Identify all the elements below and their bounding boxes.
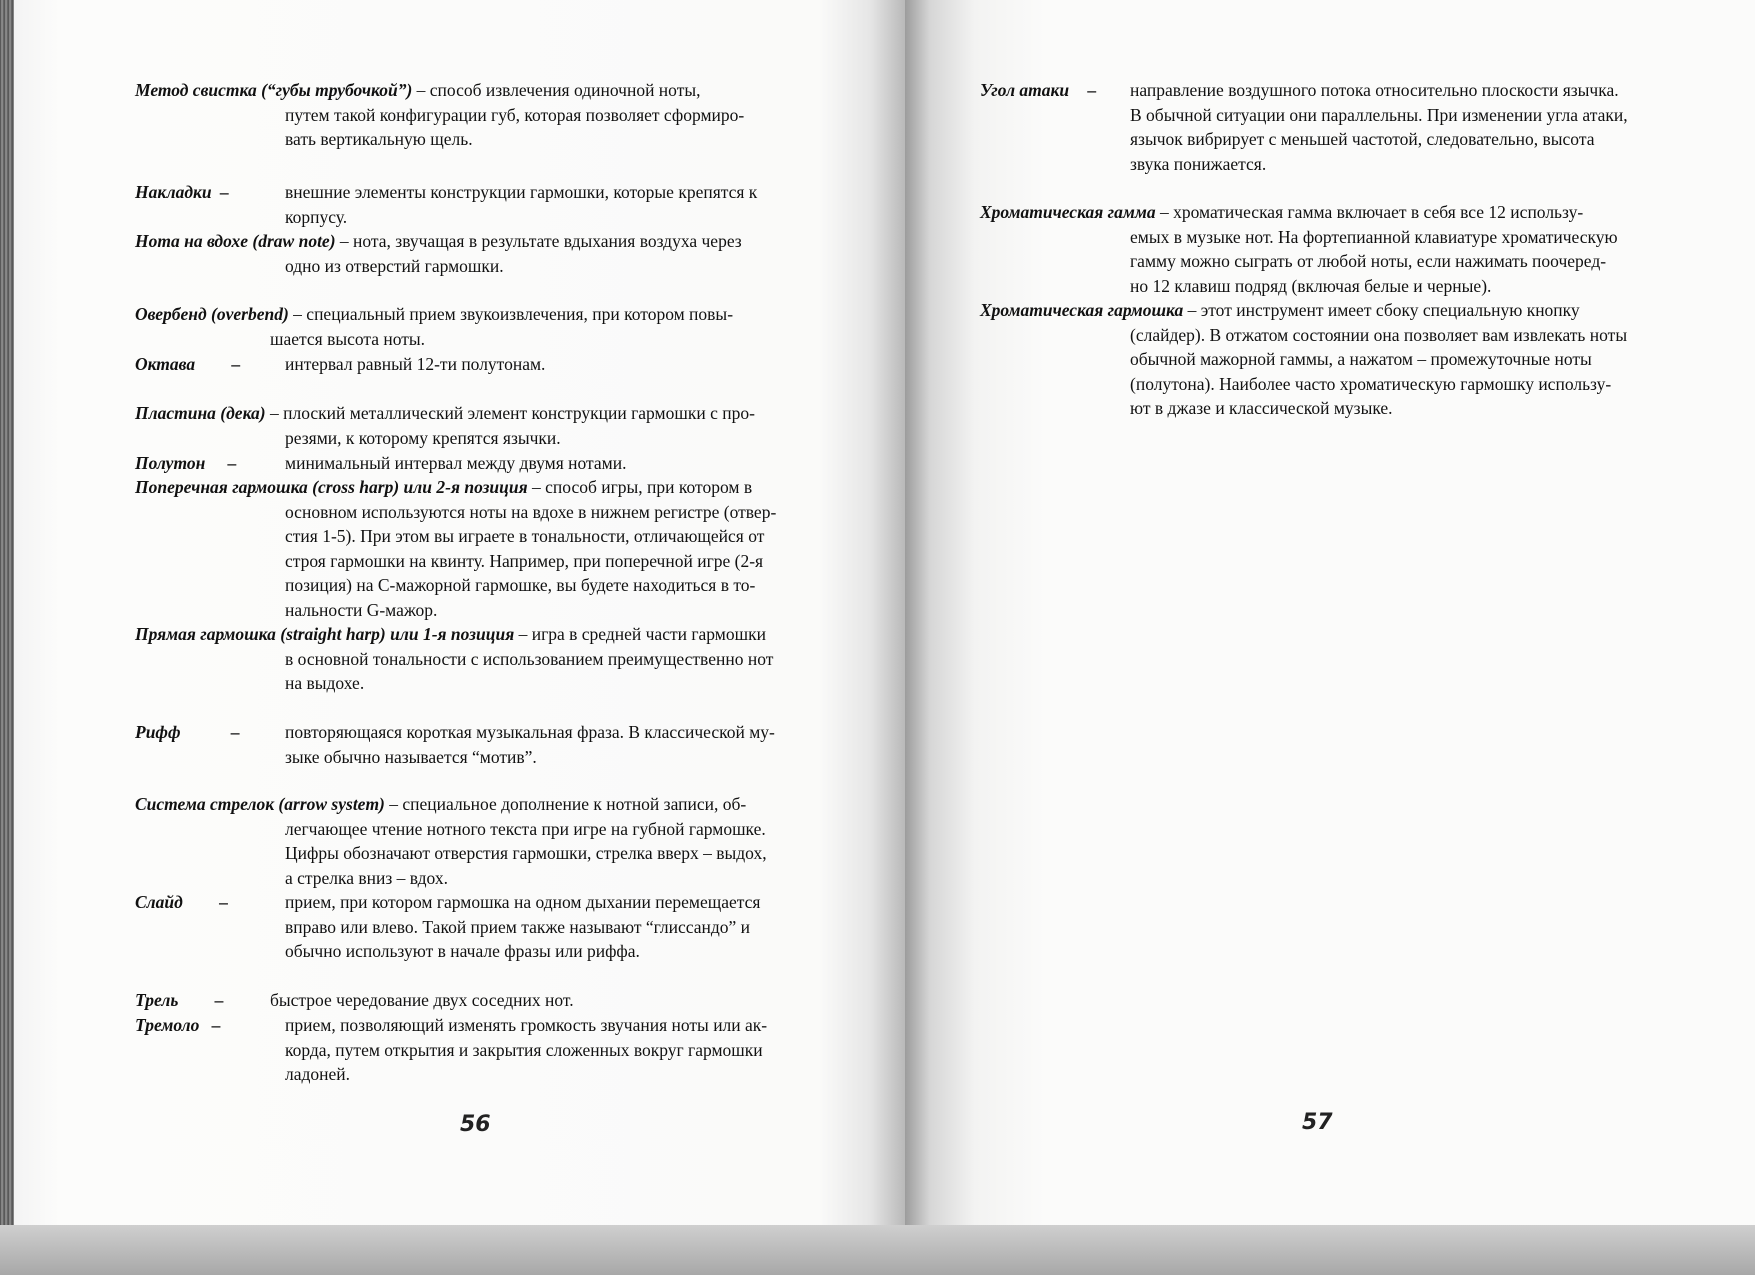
entry-definition: интервал равный 12-ти полутонам. xyxy=(285,354,546,374)
page-number-left: 56 xyxy=(460,1112,491,1137)
glossary-entry: Нота на вдохе (draw note) – нота, звучащая в результате вдыхания воздуха через одно из отверстий гармошки. xyxy=(135,231,742,276)
entry-term: Хроматическая гамма xyxy=(980,202,1156,222)
glossary-entry: Пластина (дека) – плоский металлический элемент конструкции гармошки с про- резями, к которому крепятся язычки. xyxy=(135,403,755,448)
page-edge-stack xyxy=(0,0,14,1240)
glossary-entry: Прямая гармошка (straight harp) или 1-я позиция – игра в средней части гармошки в основной тональности с использованием преимущественно нот на выдохе. xyxy=(135,624,774,693)
entry-term: Система стрелок (arrow system) xyxy=(135,794,385,814)
entry-term: Тремоло – xyxy=(135,1015,221,1035)
entry-term: Рифф – xyxy=(135,722,240,742)
entry-definition: быстрое чередование двух соседних нот. xyxy=(270,990,574,1010)
entry-term: Накладки – xyxy=(135,182,229,202)
entry-definition: прием, позволяющий изменять громкость звучания ноты или ак- xyxy=(285,1015,768,1035)
entry-term: Прямая гармошка (straight harp) или 1-я позиция xyxy=(135,624,515,644)
glossary-entry xyxy=(135,988,825,1013)
entry-definition: хроматическая гамма включает в себя все 12 использу- xyxy=(1173,202,1584,222)
glossary-entry: Хроматическая гармошка – этот инструмент имеет сбоку специальную кнопку (слайдер). В отжатом состоянии она позволяет вам извлекать ноты обычной мажорной гаммы, а нажатом – промежуточные ноты (полутона). Наиболее часто хроматическую гармошку использу- ют в джазе и классической музыке. xyxy=(980,300,1628,418)
entry-definition: способ извлечения одиночной ноты, xyxy=(429,80,701,100)
entry-term: Октава – xyxy=(135,354,241,374)
entry-definition: нота, звучащая в результате вдыхания воздуха через xyxy=(353,231,742,251)
glossary-entry: Овербенд (overbend) – специальный прием звукоизвлечения, при котором повы- шается высота ноты. xyxy=(135,304,734,349)
entry-definition: этот инструмент имеет сбоку специальную кнопку xyxy=(1200,300,1580,320)
entry-term: Метод свистка (“губы трубочкой”) xyxy=(135,80,413,100)
entry-definition: игра в средней части гармошки xyxy=(531,624,766,644)
glossary-entry: Хроматическая гамма – хроматическая гамма включает в себя все 12 использу- емых в музыке нот. На фортепианной клавиатуре хроматическую гамму можно сыграть от любой ноты, если нажимать поочеред- но 12 клавиш подряд (включая белые и черные). xyxy=(980,202,1618,296)
glossary-entry: Угол атаки –направление воздушного потока относительно плоскости язычка. В обычной ситуации они параллельны. При изменении угла атаки, язычок вибрирует с меньшей частотой, следовательно, высота звука понижается. xyxy=(980,80,1628,174)
entry-definition: повторяющаяся короткая музыкальная фраза. В классической му- xyxy=(285,722,775,742)
entry-definition: специальное дополнение к нотной записи, об- xyxy=(402,794,747,814)
entry-term: Слайд – xyxy=(135,892,228,912)
entry-term: Поперечная гармошка (cross harp) или 2-я позиция xyxy=(135,477,528,497)
entry-definition: способ игры, при котором в xyxy=(545,477,753,497)
entry-term: Нота на вдохе (draw note) xyxy=(135,231,336,251)
entry-definition: специальный прием звукоизвлечения, при котором повы- xyxy=(306,304,734,324)
glossary-entry: Метод свистка (“губы трубочкой”) – способ извлечения одиночной ноты, путем такой конфигурации губ, которая позволяет сформиро- вать вертикальную щель. xyxy=(135,80,745,149)
page-number-right: 57 xyxy=(1302,1110,1333,1135)
glossary-entry: Рифф – повторяющаяся короткая музыкальная фраза. В классической му- зыке обычно называется “мотив”. xyxy=(135,722,775,767)
entry-term: Овербенд (overbend) xyxy=(135,304,289,324)
entry-definition: минимальный интервал между двумя нотами. xyxy=(285,453,627,473)
entry-definition: внешние элементы конструкции гармошки, которые крепятся к xyxy=(285,182,758,202)
entry-term: Хроматическая гармошка xyxy=(980,300,1184,320)
glossary-entry xyxy=(135,352,825,377)
entry-term: Угол атаки – xyxy=(980,80,1097,100)
glossary-entry xyxy=(135,451,825,476)
scan-bottom-shadow xyxy=(0,1225,1755,1275)
glossary-entry: Система стрелок (arrow system) – специальное дополнение к нотной записи, об- легчающее чтение нотного текста при игре на губной гармошке. Цифры обозначают отверстия гармошки, стрелка вверх – выдох, а стрелка вниз – вдох. xyxy=(135,794,767,888)
right-page xyxy=(905,0,1755,1240)
glossary-entry: Поперечная гармошка (cross harp) или 2-я позиция – способ игры, при котором в основном используются ноты на вдохе в нижнем регистре (отвер- стия 1-5). При этом вы играете в тональности, отличающейся от строя гармошки на квинту. Например, при поперечной игре (2-я позиция) на С-мажорной гармошке, вы будете находиться в то- нальности G-мажор. xyxy=(135,477,777,620)
glossary-entry: Тремоло – прием, позволяющий изменять громкость звучания ноты или ак- корда, путем открытия и закрытия сложенных вокруг гармошки ладоней. xyxy=(135,1015,768,1084)
entry-term: Трель – xyxy=(135,990,224,1010)
entry-definition: плоский металлический элемент конструкции гармошки с про- xyxy=(283,403,755,423)
entry-definition: направление воздушного потока относительно плоскости язычка. xyxy=(1130,80,1619,100)
glossary-entry: Слайд – прием, при котором гармошка на одном дыхании перемещается вправо или влево. Такой прием также называют “глиссандо” и обычно используют в начале фразы или риффа. xyxy=(135,892,761,961)
entry-term: Полутон – xyxy=(135,453,237,473)
entry-term: Пластина (дека) xyxy=(135,403,266,423)
entry-definition: прием, при котором гармошка на одном дыхании перемещается xyxy=(285,892,761,912)
glossary-entry: Накладки – внешние элементы конструкции гармошки, которые крепятся к корпусу. xyxy=(135,182,758,227)
